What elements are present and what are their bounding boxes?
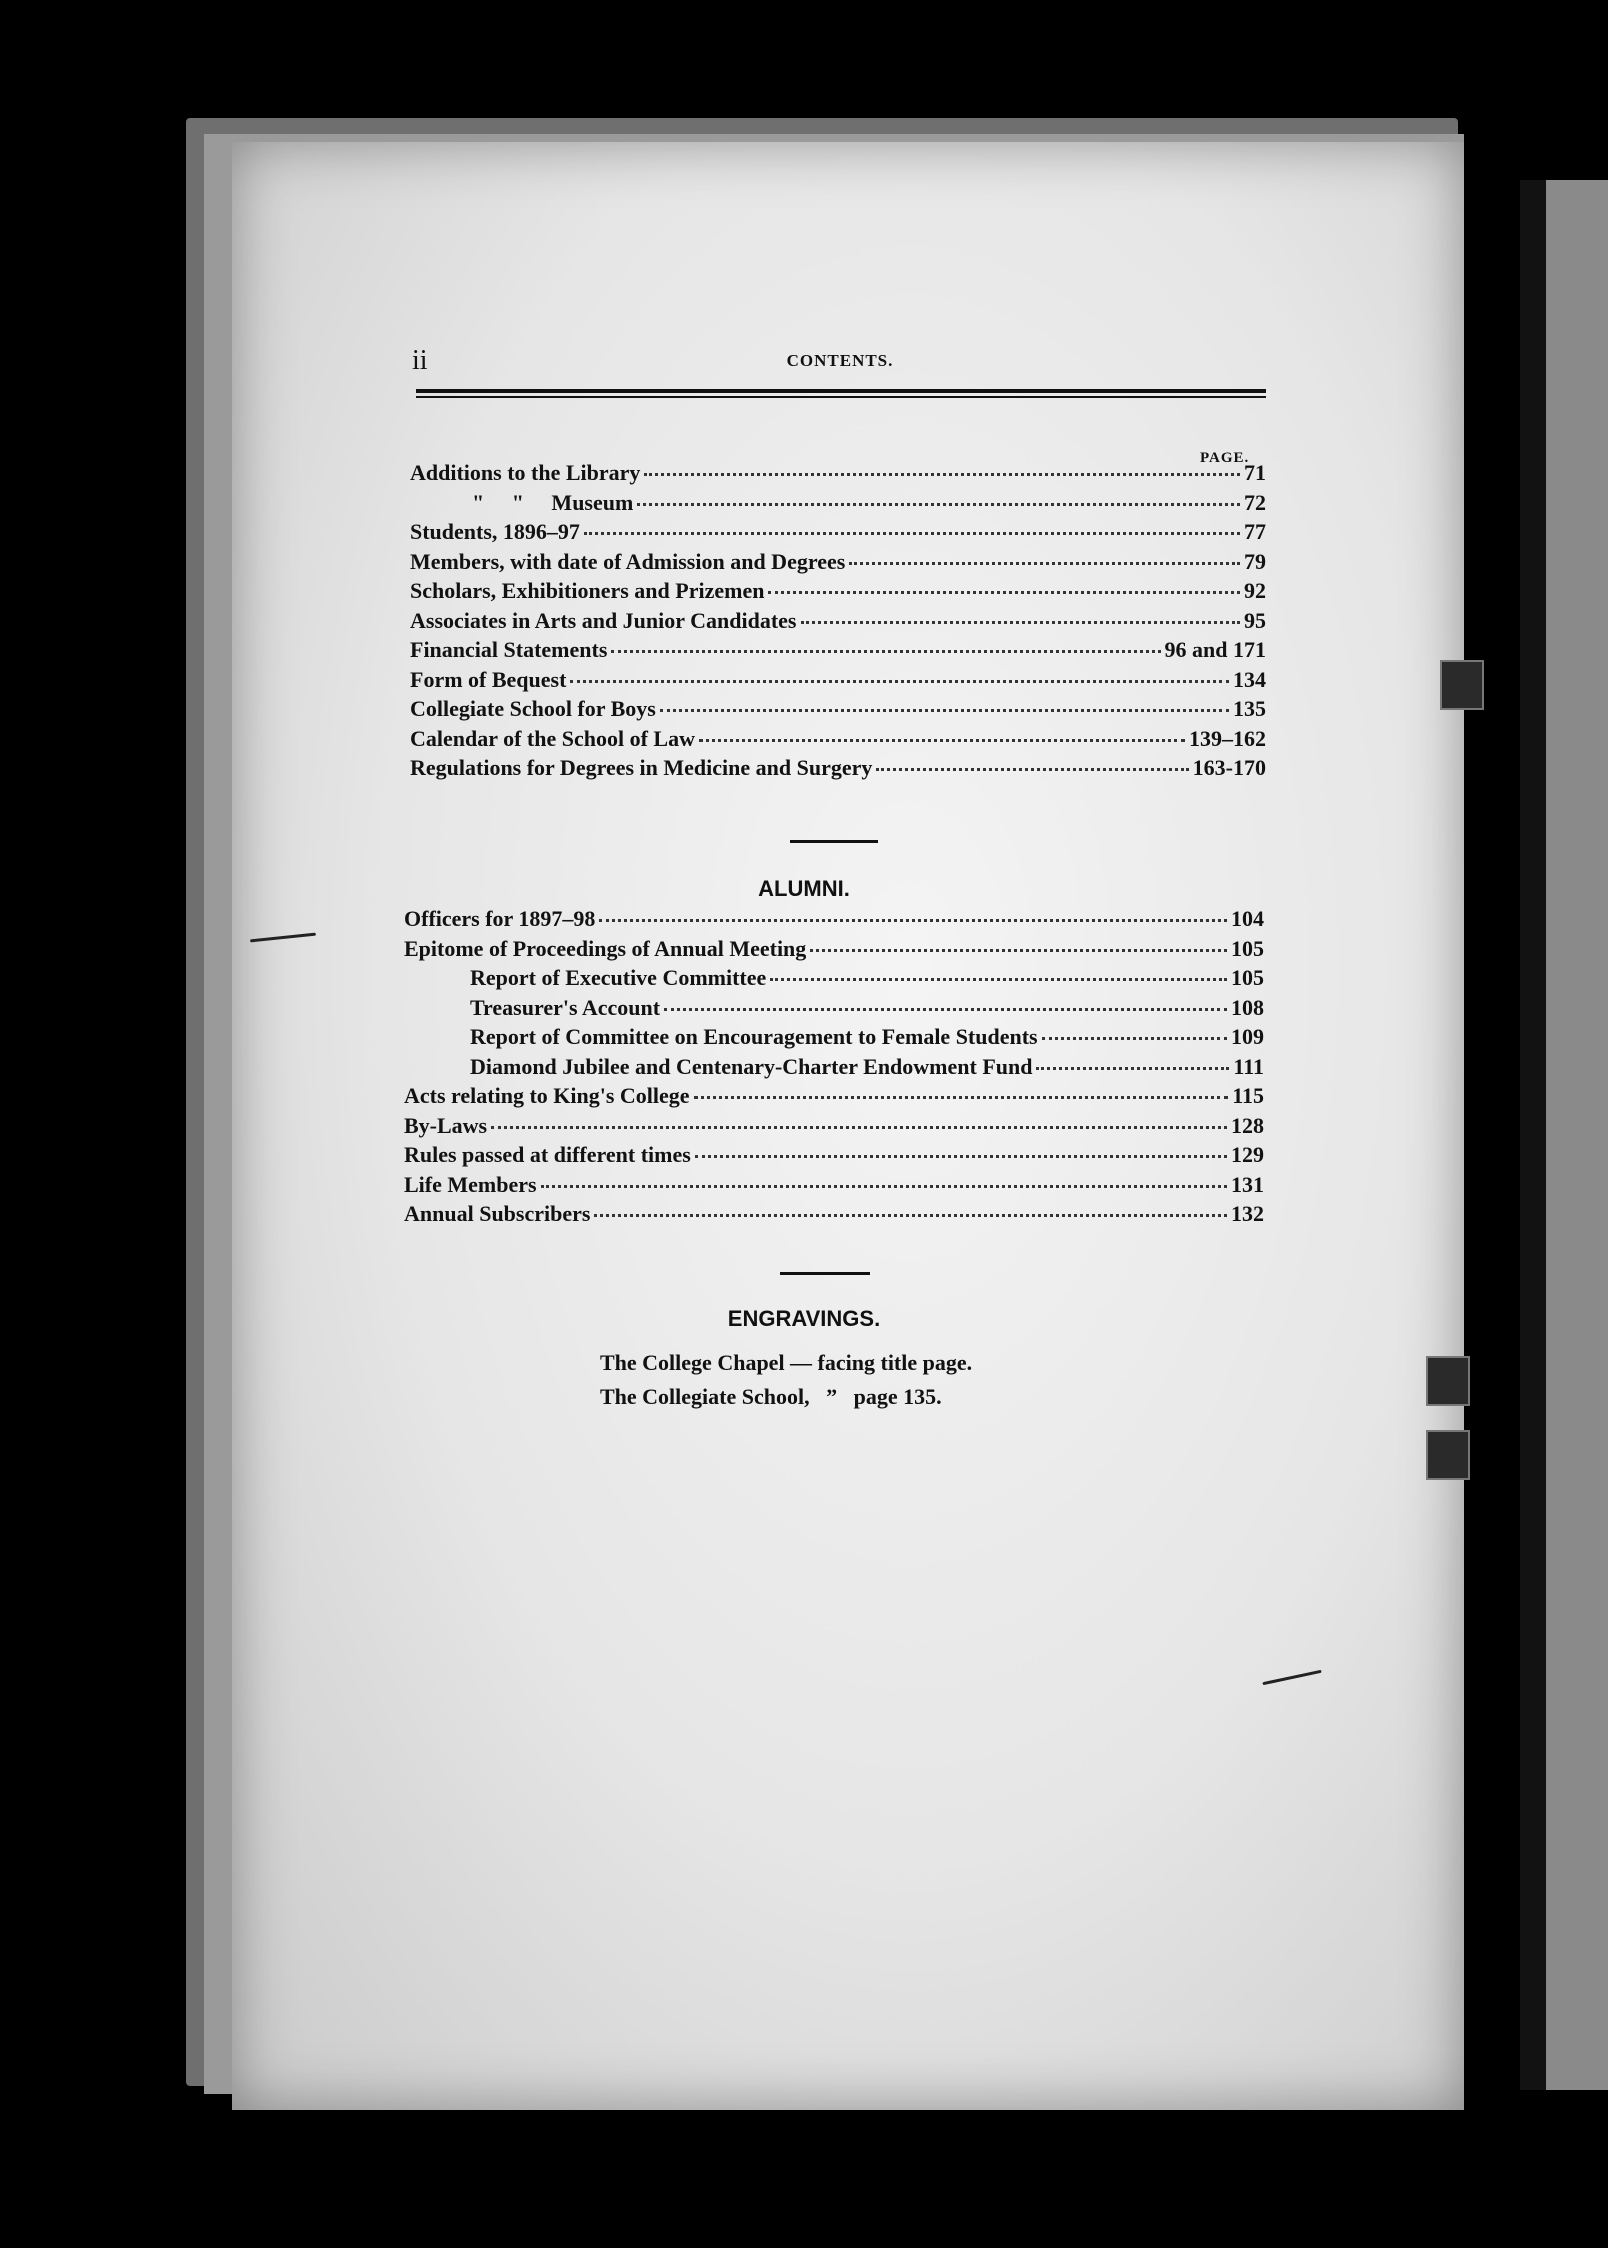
section-rule xyxy=(790,840,878,843)
engraving-entry: The College Chapel — facing title page. xyxy=(600,1350,973,1375)
toc-entry: Form of Bequest 134 xyxy=(410,666,1266,692)
toc-entry: Collegiate School for Boys 135 xyxy=(410,696,1266,721)
toc-entry: Annual Subscribers 132 xyxy=(404,1201,1264,1226)
alumni-heading: ALUMNI. xyxy=(758,876,850,901)
toc-entry: Diamond Jubilee and Centenary-Charter Endowment Fund 111 xyxy=(470,1053,1264,1079)
toc-entry: Acts relating to King's College 115 xyxy=(404,1083,1264,1108)
page-tab-marker xyxy=(1426,1356,1470,1406)
page-tab-marker xyxy=(1440,660,1484,710)
engravings-heading: ENGRAVINGS. xyxy=(727,1306,881,1331)
contents-list xyxy=(410,460,1266,785)
toc-entry: Epitome of Proceedings of Annual Meeting 105 xyxy=(404,935,1264,961)
header-double-rule xyxy=(416,389,1266,398)
toc-entry: Report of Executive Committee 105 xyxy=(470,965,1264,990)
toc-entry: Members, with date of Admission and Degrees 79 xyxy=(410,548,1266,574)
toc-entry: Report of Committee on Encouragement to Female Students 109 xyxy=(470,1024,1264,1049)
toc-entry: Students, 1896–97 77 xyxy=(410,519,1266,544)
section-rule xyxy=(780,1272,870,1275)
toc-entry: Additions to the Library 71 xyxy=(410,460,1266,485)
toc-entry: Associates in Arts and Junior Candidates 95 xyxy=(410,607,1266,633)
toc-entry: Calendar of the School of Law 139–162 xyxy=(410,725,1266,751)
page-tab-marker xyxy=(1426,1430,1470,1480)
adjacent-page-edge xyxy=(1520,180,1608,2090)
toc-entry: Treasurer's Account 108 xyxy=(470,994,1264,1020)
engravings-list xyxy=(600,1350,1120,1418)
toc-entry: Life Members 131 xyxy=(404,1171,1264,1197)
toc-entry: Regulations for Degrees in Medicine and Surgery 163-170 xyxy=(410,755,1266,780)
engraving-entry: The Collegiate School, ” page 135. xyxy=(600,1384,942,1409)
toc-entry: Officers for 1897–98 104 xyxy=(404,906,1264,931)
page-column-label: PAGE. xyxy=(1200,450,1250,466)
toc-entry: Rules passed at different times 129 xyxy=(404,1142,1264,1167)
toc-entry: Financial Statements 96 and 171 xyxy=(410,637,1266,662)
toc-entry: By-Laws 128 xyxy=(404,1112,1264,1138)
page-folio: ii xyxy=(412,345,428,376)
running-title: CONTENTS. xyxy=(786,351,894,370)
running-head xyxy=(412,345,1268,375)
alumni-list xyxy=(404,906,1264,1231)
toc-entry: " " Museum 72 xyxy=(472,489,1266,515)
toc-entry: Scholars, Exhibitioners and Prizemen 92 xyxy=(410,578,1266,603)
